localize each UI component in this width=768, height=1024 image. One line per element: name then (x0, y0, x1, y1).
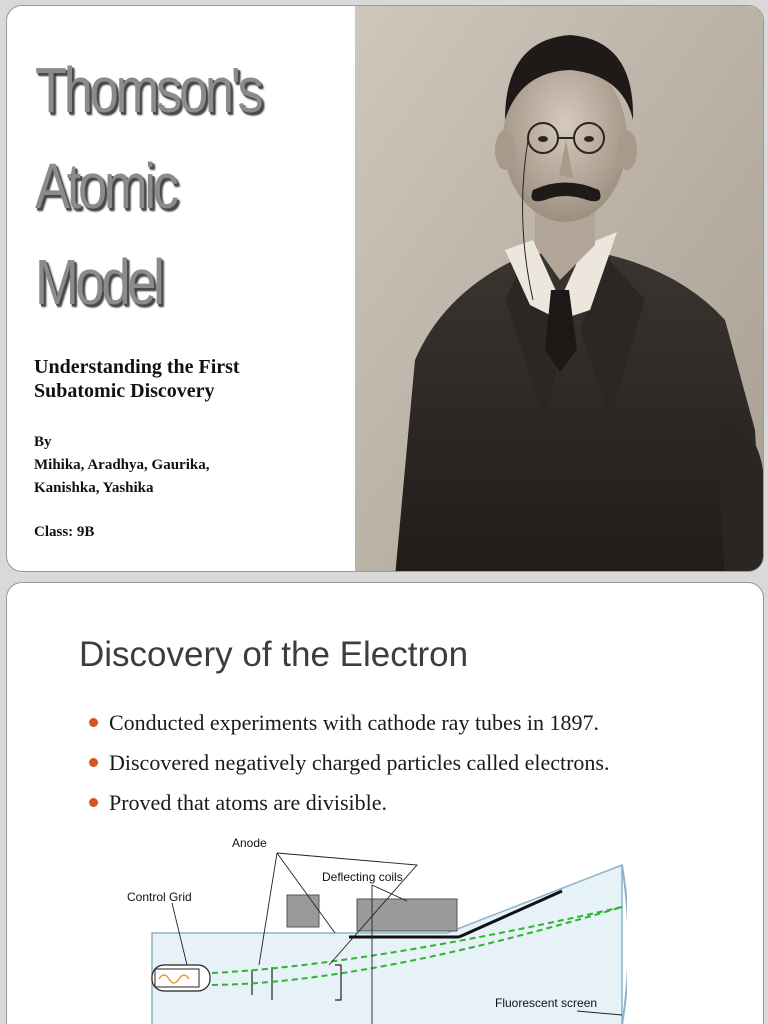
anode-label: Anode (232, 836, 267, 850)
bullet-text: Proved that atoms are divisible. (109, 790, 387, 815)
bullet-list (89, 703, 609, 823)
title-line-1: Thomson's (35, 54, 261, 126)
authors-line-1: Mihika, Aradhya, Gaurika, (34, 457, 210, 473)
discovery-slide (6, 582, 764, 1024)
bullet-icon (89, 798, 98, 807)
slide-title: Discovery of the Electron (79, 635, 469, 674)
fluorescent-screen-label: Fluorescent screen (495, 996, 598, 1010)
control-grid-label: Control Grid (127, 890, 192, 904)
deflecting-coil (287, 895, 319, 927)
slide-subtitle: Understanding the First Subatomic Discovery (34, 356, 240, 402)
deflecting-coils-label: Deflecting coils (322, 870, 403, 884)
bullet-text: Discovered negatively charged particles called electrons. (109, 750, 610, 775)
bullet-icon (89, 758, 98, 767)
bullet-text: Conducted experiments with cathode ray tubes in 1897. (109, 710, 599, 735)
bullet-icon (89, 718, 98, 727)
authors-block (34, 431, 334, 500)
title-line-3: Model (35, 246, 162, 318)
authors-line-2: Kanishka, Yashika (34, 480, 154, 496)
cathode-ray-tube-diagram (117, 815, 627, 1024)
title-line-2: Atomic (35, 150, 176, 222)
title-slide (6, 5, 764, 572)
by-label: By (34, 434, 52, 450)
class-label: Class: 9B (34, 524, 95, 540)
list-item (89, 743, 609, 783)
list-item (89, 703, 609, 743)
portrait-photo (355, 5, 763, 572)
